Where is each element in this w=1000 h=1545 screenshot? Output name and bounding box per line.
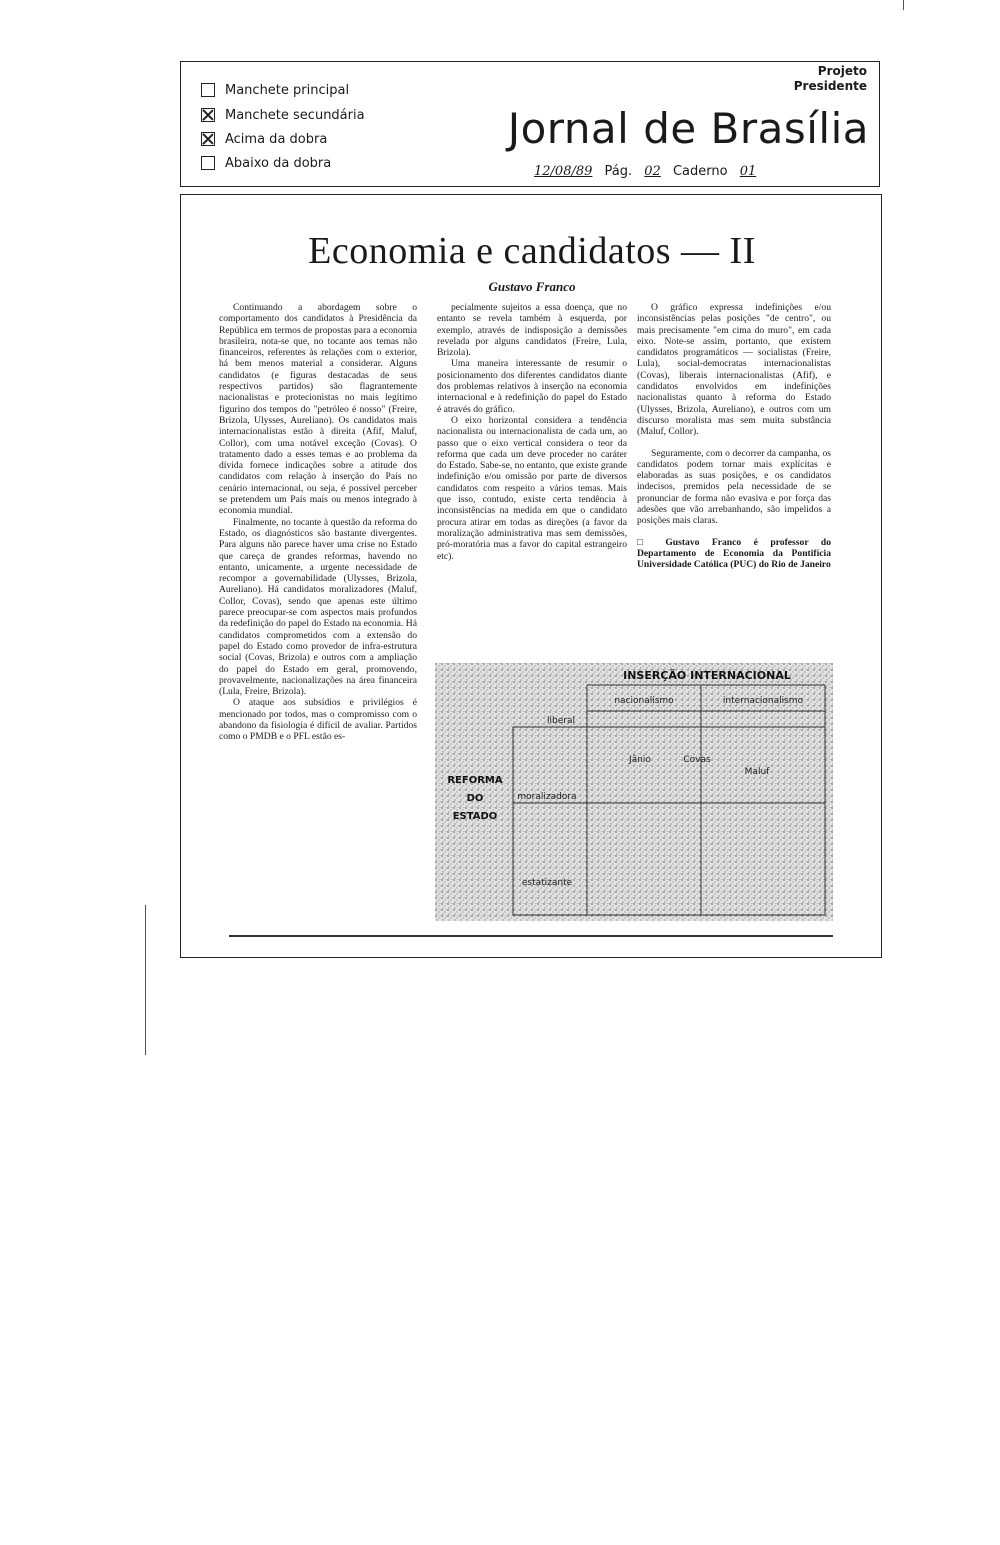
checkbox-icon[interactable] bbox=[201, 83, 215, 97]
journal-name: Jornal de Brasília bbox=[507, 104, 869, 153]
clipping-header bbox=[180, 61, 880, 187]
paragraph: Finalmente, no tocante à questão da reforma do Estado, os diagnósticos são bastante divergentes. Para alguns não parece haver uma crise no Estado que careça de grandes reformas, havendo no entanto, unicamente, a urgente necessidade de recompor a governabilidade (Ulysses, Brizola, Aureliano). Há candidatos moralizadores (Maluf, Collor, Covas), sendo que apenas este último parece preocupar-se com aspectos mais profundos da redefinição do papel do Estado na economia. Há candidatos comprometidos com a extensão do papel do Estado como provedor de infra-estrutura social (Covas, Brizola) e outros com a ampliação do papel do Estado em geral, promovendo, provavelmente, nacionalizações na área financeira (Lula, Freire, Brizola). bbox=[219, 516, 417, 698]
checkbox-icon[interactable] bbox=[201, 156, 215, 170]
checkbox-label: Manchete principal bbox=[225, 82, 350, 98]
positioning-chart bbox=[435, 663, 833, 921]
bottom-rule bbox=[229, 935, 833, 937]
checkbox-row-acima-da-dobra[interactable] bbox=[201, 129, 327, 149]
page-label: Pág. bbox=[604, 164, 633, 179]
section-label: Caderno bbox=[672, 164, 728, 179]
chart-candidate-label: Jânio bbox=[629, 755, 651, 765]
section-value: 01 bbox=[739, 164, 757, 179]
chart-column-label: internacionalismo bbox=[722, 696, 804, 706]
checkbox-label: Acima da dobra bbox=[225, 131, 328, 147]
article-column-2 bbox=[437, 302, 627, 562]
clipping-meta bbox=[526, 164, 764, 179]
checkbox-label: Abaixo da dobra bbox=[225, 155, 332, 171]
checkbox-row-manchete-principal[interactable] bbox=[201, 80, 349, 100]
chart-row-label: moralizadora bbox=[517, 792, 577, 802]
paragraph: O eixo horizontal considera a tendência nacionalista ou internacionalista de cada um, ao passo que o eixo vertical considera o teor da reforma que cada um deve proceder no caráter do Estado. Sabe-se, no entanto, que existe grande indefinição e/ou omissão por parte de diversos candidatos com respeito a vários temas. Mais que isso, contudo, existe certa tendência à inconsistências na medida em que o candidato procura atirar em todas as direções (a favor da moralização administrativa mas sem demissões, pró-moratória mas a favor do capital estrangeiro etc). bbox=[437, 414, 627, 562]
article-author: Gustavo Franco bbox=[488, 279, 576, 294]
paragraph: O gráfico expressa indefinições e/ou inconsistências pelas posições "de centro", ou mais precisamente "em cima do muro", em cada eixo. Note-se assim, portanto, que existem candidatos programáticos — socialistas (Freire, Lula), social-democratas internacionalistas (Covas), liberais internacionalistas (Afif), e candidatos envolvidos em indefinições nacionalistas quanto à reforma do Estado (Ulysses, Brizola, Aureliano), e outros com um discurso moralista mas sem muita substância (Maluf, Collor). bbox=[637, 302, 831, 438]
article-title: Economia e candidatos — II bbox=[308, 230, 756, 272]
chart-candidate-label: Covas bbox=[683, 755, 711, 765]
scan-margin-line bbox=[145, 905, 146, 1055]
article-column-3 bbox=[637, 302, 831, 571]
chart-row-label: estatizante bbox=[521, 878, 573, 888]
author-bio: □ Gustavo Franco é professor do Departamento de Economia da Pontifícia Universidade Católica (PUC) do Rio de Janeiro bbox=[637, 536, 831, 571]
project-line-2: Presidente bbox=[793, 79, 867, 93]
paragraph: O ataque aos subsídios e privilégios é mencionado por todos, mas o compromisso com o abandono da fisiologia é difícil de avaliar. Partidos como o PMDB e o PFL estão es- bbox=[219, 697, 417, 743]
checkbox-label: Manchete secundária bbox=[225, 107, 365, 123]
chart-row-label: liberal bbox=[547, 716, 575, 726]
project-label bbox=[794, 64, 867, 94]
chart-y-axis-label: DO bbox=[466, 793, 484, 804]
paragraph: Continuando a abordagem sobre o comportamento dos candidatos à Presidência da República em termos de propostas para a economia brasileira, nota-se que, no tocante aos temas não financeiros, referentes às relações com o exterior, há bem menos material a considerar. Alguns candidatos (e figuras destacadas de seus respectivos partidos) são flagrantemente nacionalistas e protecionistas no mais legítimo figurino dos tempos do "petróleo é nosso" (Freire, Brizola, Ulysses, Aureliano). Os candidatos mais internacionalistas estão à direita (Afif, Maluf, Collor), com uma notável exceção (Covas). O tratamento dado a esses temas e ao problema da dívida fornece indicações sobre a atitude dos candidatos com relação à inserção do País no cenário internacional, ou seja, é possível perceber se pretendem um País mais ou menos integrado à economia mundial. bbox=[219, 302, 417, 517]
chart-candidate-label: Maluf bbox=[744, 767, 770, 777]
chart-title: INSERÇÃO INTERNACIONAL bbox=[623, 669, 791, 682]
checkbox-row-abaixo-da-dobra[interactable] bbox=[201, 153, 331, 173]
paragraph: Seguramente, com o decorrer da campanha, os candidatos podem tornar mais explícitas e elaboradas as suas posições, e os candidatos indecisos, premidos pela necessidade de se pronunciar de forma não evasiva e por força das adesões que vão arrebanhando, são impelidos a posições mais claras. bbox=[637, 447, 831, 527]
chart-y-axis-label: REFORMA bbox=[447, 775, 503, 786]
checkbox-row-manchete-secundaria[interactable] bbox=[201, 105, 365, 125]
article-column-1 bbox=[219, 302, 417, 743]
page-value: 02 bbox=[644, 164, 661, 179]
paragraph: pecialmente sujeitos a essa doença, que no entanto se revela também à esquerda, por exemplo, através de indisposição a demissões revelada por alguns candidatos (Freire, Lula, Brizola). bbox=[437, 302, 627, 359]
chart-column-label: nacionalismo bbox=[614, 696, 674, 706]
project-line-1: Projeto bbox=[817, 64, 867, 78]
article-box bbox=[180, 194, 882, 958]
chart-y-axis-label: ESTADO bbox=[452, 811, 498, 822]
date-value: 12/08/89 bbox=[534, 164, 593, 179]
checked-box-icon[interactable] bbox=[201, 132, 215, 146]
checked-box-icon[interactable] bbox=[201, 108, 215, 122]
paragraph: Uma maneira interessante de resumir o posicionamento dos diferentes candidatos diante dos problemas relativos à inserção na economia internacional e à redefinição do papel do Estado é através do gráfico. bbox=[437, 358, 627, 415]
scan-top-mark bbox=[903, 0, 904, 10]
